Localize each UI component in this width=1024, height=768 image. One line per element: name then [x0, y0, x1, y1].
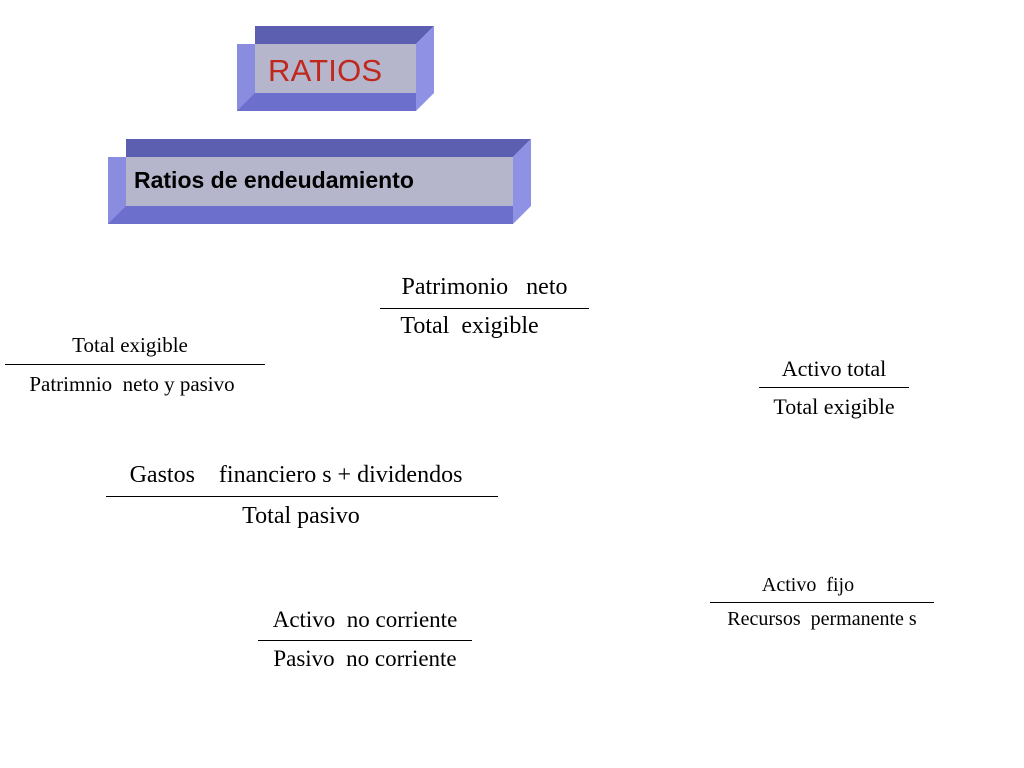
ratio-numerator: Gastos financiero s + dividendos [129, 462, 463, 488]
ratio-denominator: Total exigible [400, 313, 539, 339]
ratio-numerator: Activo no corriente [272, 607, 458, 632]
ratio-gastos-dividendos-total-pasivo [106, 460, 498, 540]
ratio-numerator: Activo total [781, 356, 887, 381]
ratio-numerator: Activo fijo [761, 574, 855, 596]
fraction-bar [258, 640, 472, 641]
ratio-denominator: Recursos permanente s [727, 608, 917, 630]
title-box [237, 26, 434, 111]
ratio-denominator: Total pasivo [242, 503, 360, 529]
ratio-denominator: Pasivo no corriente [273, 646, 457, 671]
ratio-patrimonio-neto-total-exigible [380, 272, 589, 344]
ratio-numerator: Patrimonio neto [401, 274, 568, 300]
ratio-activo-fijo-recursos-permanentes [710, 571, 934, 635]
section-title: Ratios de endeudamiento [134, 167, 414, 193]
fraction-bar [380, 308, 589, 309]
fraction-bar [106, 496, 498, 497]
section-box [108, 139, 531, 224]
ratio-numerator: Total exigible [72, 333, 188, 357]
ratio-denominator: Total exigible [773, 394, 895, 419]
ratio-activo-pasivo-no-corriente [258, 605, 472, 677]
fraction-bar [759, 387, 909, 388]
ratio-total-exigible-patrimonio-pasivo [5, 330, 265, 402]
ratio-activo-total-total-exigible [759, 353, 909, 425]
ratio-denominator: Patrimnio neto y pasivo [29, 372, 235, 396]
fraction-bar [710, 602, 934, 603]
fraction-bar [5, 364, 265, 365]
page-title: RATIOS [268, 53, 383, 88]
